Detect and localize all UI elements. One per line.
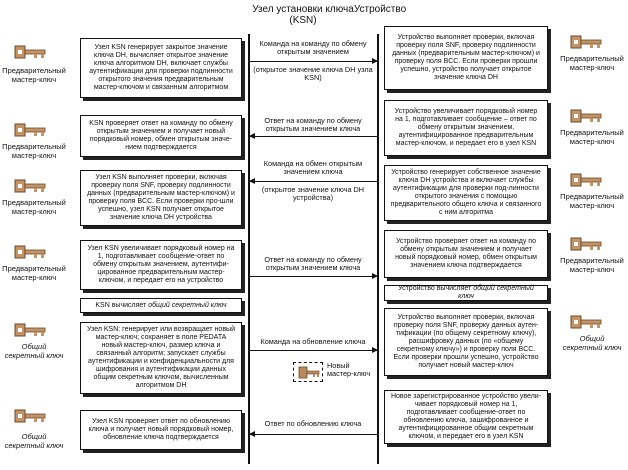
message-6: Ответ по обновлению ключа <box>264 419 362 428</box>
master-key-icon <box>570 172 604 188</box>
message-1-sub: (открытое значение ключа DH узла KSN) <box>253 65 373 83</box>
shared-key-label: Общий секретный ключ <box>562 334 622 352</box>
message-3: Команда на обмен открытым значением ключа <box>263 159 363 177</box>
message-1: Команда на команду по обмену открытым значением <box>259 39 367 57</box>
new-master-key-icon <box>294 363 324 383</box>
device-step-2: Устройство увеличивает порядковый номер на 1, подготавливает сообщение – ответ по обмену открытым значением, аутентифицированное предварительным мастер-ключом, и передает его в узел KSN <box>384 100 548 156</box>
message-3-sub: (открытое значение ключа DH устройства) <box>261 185 365 203</box>
arrow-6 <box>250 434 377 435</box>
ksn-step-6: Узел KSN: генерирует или возвращает новый мастер-ключ; сохраняет в поле PEDATA новый мастер-ключ, размер ключа и связанный алгоритм; запускает службы аутентификации и конфиденциальности для шифрования и аутентификации данных общим секретным ключом, вычисленным алгоритмом DH <box>80 322 242 394</box>
arrow-2 <box>250 136 377 137</box>
arrow-3 <box>250 181 377 182</box>
shared-key-icon <box>14 322 48 338</box>
shared-key-label: Общий секретный ключ <box>4 432 64 450</box>
ksn-step-4: Узел KSN увеличивает порядковый номер на 1, подготавливает сообщение-ответ по обмену открытым значением, аутентифи-цированное предварительным мастер-ключом, и передает его на устройство <box>80 240 242 290</box>
device-header: Устройство <box>353 4 407 15</box>
master-key-icon <box>14 244 48 260</box>
ksn-header: Узел установки ключа (KSN) <box>252 4 354 26</box>
device-step-6: Устройство выполняет проверки, включая проверку поля SNF, проверку данных аутен-тификации (по общему секретному ключу), расшифровку данных (по «общему секретному ключу») и проверку поля BCC. Если проверки прошли успешно, устройство получает новый мастер-ключ <box>384 308 548 376</box>
master-key-label: Предварительный мастер-ключ <box>2 142 66 160</box>
new-master-key-box <box>293 362 323 382</box>
ksn-step-3: Узел KSN выполняет проверки, включая проверку поля SNF, проверку подлинности данных (предварительным мастер-ключом) и проверку поля BCC. Если проверки про-шли успешно, узел KSN получает открытое значение ключа DH устройства <box>80 170 242 226</box>
ksn-lifeline <box>248 34 250 464</box>
master-key-icon <box>570 236 604 252</box>
message-2: Ответ на команду по обмену открытым значением ключа <box>264 116 362 134</box>
master-key-label: Предварительный мастер-ключ <box>2 264 66 282</box>
master-key-label: Предварительный мастер-ключ <box>560 54 624 72</box>
arrow-4 <box>250 276 377 277</box>
master-key-icon <box>14 178 48 194</box>
master-key-icon <box>14 44 48 60</box>
device-step-4: Устройство проверяет ответ на команду по обмену открытым значением и получает новый порядковый номер, обмен открытым значением ключа подтверждается <box>384 230 548 278</box>
master-key-label: Предварительный мастер-ключ <box>560 128 624 146</box>
arrow-1 <box>250 61 377 62</box>
master-key-label: Предварительный мастер-ключ <box>560 192 624 210</box>
shared-key-icon <box>570 314 604 330</box>
master-key-label: Предварительный мастер-ключ <box>2 198 66 216</box>
message-4: Ответ на команду по обмену открытым значением ключа <box>264 255 362 273</box>
master-key-icon <box>570 108 604 124</box>
device-lifeline <box>377 34 379 464</box>
ksn-step-5: KSN вычисляет общий секретный ключ <box>80 298 242 313</box>
master-key-icon <box>14 122 48 138</box>
device-step-7: Новое зарегистрированное устройство увели-чивает порядковый номер на 1, подготавливает сообщение-ответ по обновлению ключа, зашифрованное и аутентифицированное общим секретным ключом, и передает его в узел KSN <box>384 390 548 444</box>
shared-key-label: Общий секретный ключ <box>4 342 64 360</box>
device-step-5: Устройство вычисляет общий секретный ключ <box>384 285 548 301</box>
shared-key-icon <box>14 408 48 424</box>
ksn-step-7: Узел KSN проверяет ответ по обновлению ключа и получает новый порядковый номер, обновление ключа подтверждается <box>80 410 242 450</box>
ksn-step-1: Узел KSN генерирует закрытое значение ключа DH, вычисляет открытое значение ключа алгоритмом DH, включает службы аутентификации для проверки подлинности открытого значения предварительным мастер-ключом и связанным алгоритмом <box>80 38 242 98</box>
arrow-5 <box>250 350 377 351</box>
master-key-label: Предварительный мастер-ключ <box>2 66 66 84</box>
new-master-key-label: Новый мастер-ключ <box>327 361 371 379</box>
message-5: Команда на обновление ключа <box>260 337 366 346</box>
device-step-3: Устройство генерирует собственное значение ключа DH устройства и включает службы аутентификации для проверки под-линности открытого значения с помощью предварительного общего ключа и связанного с ним алгоритма <box>384 165 548 221</box>
device-step-1: Устройство выполняет проверки, включая проверку поля SNF, проверку подлинности данных (предварительным мастер-ключом) и проверку поля BCC. Если проверки прошли успешно, устройство получает открытое значение ключа DH <box>384 26 548 90</box>
master-key-icon <box>570 34 604 50</box>
master-key-label: Предварительный мастер-ключ <box>560 256 624 274</box>
ksn-step-2: KSN проверяет ответ на команду по обмену открытым значением и получает новый порядковый номер, обмен открытым значе-нием подтверждается <box>80 115 242 157</box>
